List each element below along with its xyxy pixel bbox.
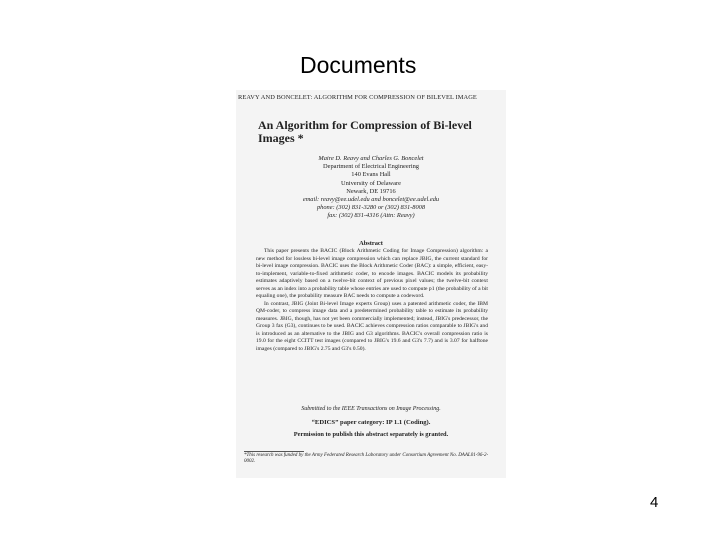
affiliation-line: 140 Evans Hall	[351, 171, 391, 179]
abstract-body	[256, 248, 488, 353]
abstract-paragraph: In contrast, JBIG (Joint Bi-level Image experts Group) uses a patented arithmetic coder, the IBM QM-coder, to compress image data and a predetermined probability table to estimate its probability measures. JBIG, though, has not yet been commercially implemented; instead, JBIG's predecessor, the Group 3 fax (G3), continues to be used. BACIC achieves compression ratios comparable to JBIG's and is introduced as an alternative to the JBIG and G3 algorithms. BACIC's overall compression ratio is 19.0 for the eight CCITT test images (compared to JBIG's 19.6 and G3's 7.7) and is 3.07 for halftone images (compared to JBIG's 2.75 and G3's 0.50).	[256, 300, 488, 352]
running-head: REAVY AND BONCELET: ALGORITHM FOR COMPRESSION OF BILEVEL IMAGE	[238, 94, 477, 101]
slide-number: 4	[650, 494, 659, 511]
edics-category: “EDICS” paper category: IP 1.1 (Coding).	[311, 419, 431, 426]
submission-note: Submitted to the IEEE Transactions on Image Processing.	[301, 406, 441, 412]
affiliation-line: Department of Electrical Engineering	[323, 163, 419, 171]
paper-title: An Algorithm for Compression of Bi-level Images *	[258, 118, 472, 145]
footnote: *This research was funded by the Army Federated Research Laboratory under Consortium Agreement No. DAAL01-96-2-0002.	[244, 453, 489, 465]
affiliation-line: Newark, DE 19716	[346, 187, 396, 195]
fax-line: fax: (302) 831-4316 (Attn: Reavy)	[327, 212, 415, 220]
affiliation-line: University of Delaware	[341, 179, 401, 187]
paper-scan	[236, 90, 506, 478]
footnote-divider	[244, 451, 304, 452]
email-line: email: reavy@ee.udel.edu and boncelet@ee.udel.edu	[302, 196, 440, 204]
phone-line: phone: (302) 831-3280 or (302) 831-8008	[316, 204, 426, 212]
abstract-paragraph: This paper presents the BACIC (Block Arithmetic Coding for Image Compression) algorithm: a new method for lossless bi-level image compression which can replace JBIG, the current standard for bi-level image compression. BACIC uses the Block Arithmetic Coder (BAC): a simple, efficient, easy-to-implement, variable-to-fixed arithmetic coder, to encode images. BACIC models its probability estimates adaptively based on a twelve-bit context of previous pixel values; the twelve-bit context serves as an index into a probability table whose entries are used to compute p1 (the probability of a bit equaling one), the probability measure BAC needs to compute a codeword.	[256, 248, 488, 299]
author-block	[236, 155, 506, 221]
authors: Maire D. Reavy and Charles G. Boncelet	[318, 155, 424, 162]
permission-note: Permission to publish this abstract separately is granted.	[293, 431, 449, 438]
slide-title: Documents	[300, 52, 417, 78]
abstract-heading: Abstract	[359, 240, 383, 247]
